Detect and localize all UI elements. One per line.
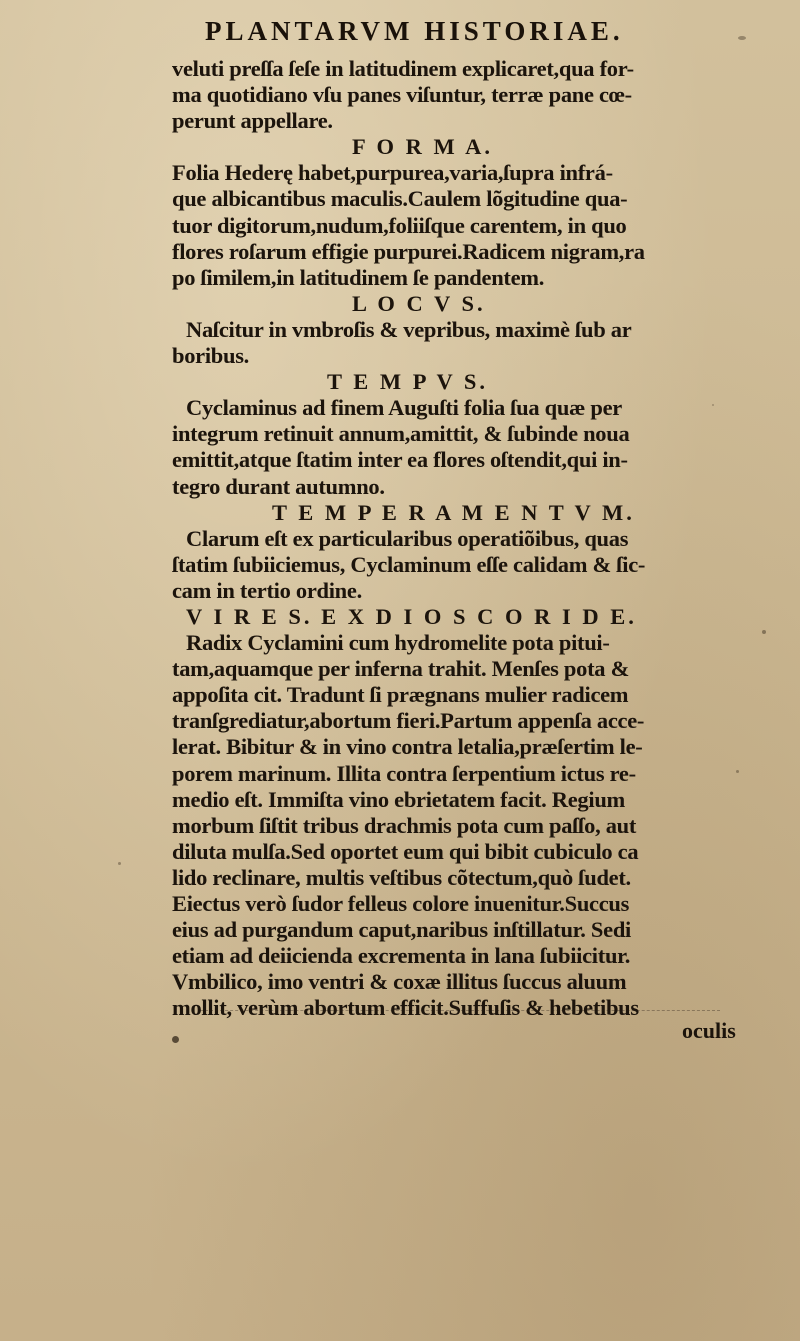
- section-heading: V I R E S. E X D I O S C O R I D E.: [186, 603, 637, 629]
- catchword: oculis: [682, 1018, 736, 1043]
- text-line: eius ad purgandum caput,naribus inſtillatur. Sedi: [172, 917, 631, 943]
- text-line: Folia Hederę habet,purpurea,varia,ſupra infrá-: [172, 160, 613, 186]
- running-head: PLANTARVM HISTORIAE.: [205, 16, 624, 46]
- text-line: po ſimilem,in latitudinem ſe pandentem.: [172, 264, 545, 290]
- text-line: que albicantibus maculis.Caulem lõgitudine qua-: [172, 186, 628, 212]
- section-heading: T E M P E R A M E N T V M.: [272, 499, 635, 525]
- ink-speck: [762, 630, 766, 634]
- faint-rule: [200, 1010, 720, 1012]
- text-block: [172, 56, 732, 1021]
- text-line: medio eſt. Immiſta vino ebrietatem facit. Regium: [172, 786, 625, 812]
- text-line: ma quotidiano vſu panes viſuntur, terræ pane cœ-: [172, 82, 632, 108]
- text-line: porem marinum. Illita contra ſerpentium ictus re-: [172, 760, 636, 786]
- text-line: Eiectus verò ſudor felleus colore inuenitur.Succus: [172, 891, 630, 916]
- text-line: lido reclinare, multis veſtibus cõtectum,quò ſudet.: [172, 864, 631, 890]
- text-line: lerat. Bibitur & in vino contra letalia,præſertim le-: [172, 734, 643, 760]
- text-line: tegro durant autumno.: [172, 473, 385, 499]
- text-line: emittit,atque ſtatim inter ea flores oſtendit,qui in-: [172, 447, 628, 473]
- section-heading: F O R M A.: [352, 134, 494, 160]
- text-line: perunt appellare.: [172, 108, 333, 134]
- text-line: tam,aquamque per inferna trahit. Menſes pota &: [172, 656, 630, 682]
- text-line: Clarum eſt ex particularibus operatiõibus, quas: [186, 525, 629, 551]
- text-line: Vmbilico, imo ventri & coxæ illitus ſuccus aluum: [172, 969, 627, 995]
- ink-speck: [738, 36, 746, 40]
- section-heading: T E M P V S.: [327, 369, 489, 395]
- ink-speck: [712, 404, 714, 406]
- text-line: etiam ad deiicienda excrementa in lana ſubiicitur.: [172, 943, 631, 969]
- text-line: Naſcitur in vmbroſis & vepribus, maximè ſub ar: [186, 316, 632, 342]
- ink-speck: [736, 770, 739, 773]
- text-line: boribus.: [172, 343, 250, 369]
- text-line: integrum retinuit annum,amittit, & ſubinde noua: [172, 421, 630, 447]
- text-line: tranſgrediatur,abortum fieri.Partum appenſa acce-: [172, 708, 645, 734]
- text-line: diluta mulſa.Sed oportet eum qui bibit cubiculo ca: [172, 838, 639, 864]
- text-line: ſtatim ſubiiciemus, Cyclaminum eſſe calidam & ſic-: [172, 551, 646, 577]
- ink-speck: [172, 1036, 179, 1043]
- text-line: Cyclaminus ad finem Auguſti folia ſua quæ per: [186, 395, 622, 421]
- text-line: morbum ſiſtit tribus drachmis pota cum paſſo, aut: [172, 812, 637, 838]
- section-heading: L O C V S.: [352, 290, 486, 316]
- text-line: mollit, verùm abortum efficit.Suffuſis & hebetibus: [172, 995, 639, 1021]
- text-line: cam in tertio ordine.: [172, 577, 362, 603]
- text-line: flores roſarum effigie purpurei.Radicem nigram,ra: [172, 238, 645, 264]
- text-line: appoſita cit. Tradunt ſi prægnans mulier radicem: [172, 682, 629, 708]
- text-line: Radix Cyclamini cum hydromelite pota pitui-: [186, 630, 610, 656]
- ink-speck: [118, 862, 121, 865]
- text-line: veluti preſſa ſeſe in latitudinem explicaret,qua for-: [172, 56, 634, 81]
- text-line: tuor digitorum,nudum,foliiſque carentem, in quo: [172, 212, 627, 238]
